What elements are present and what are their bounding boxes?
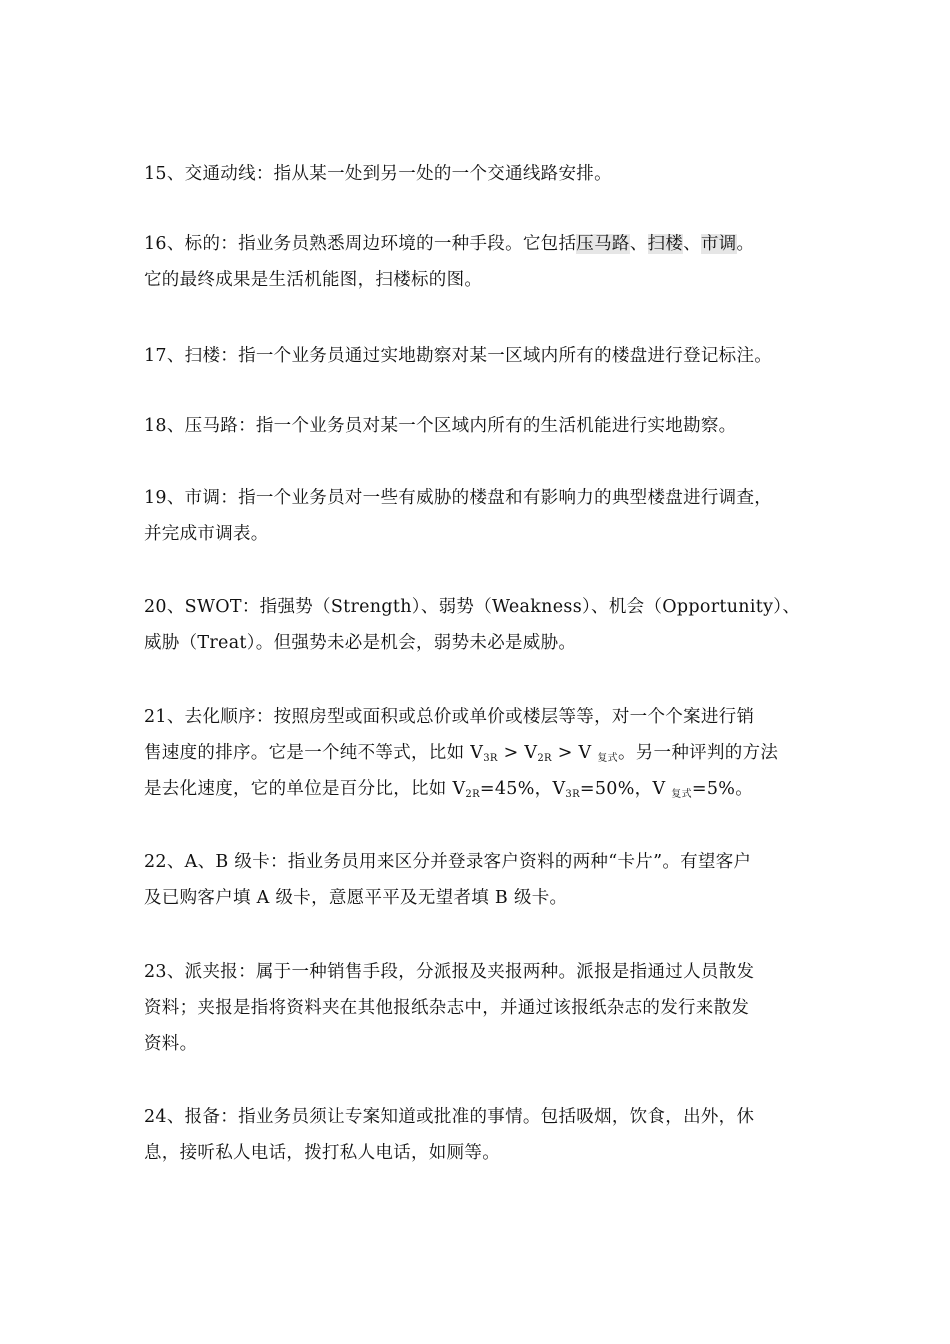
- entry-line: 及已购客户填 A 级卡，意愿平平及无望者填 B 级卡。: [144, 888, 568, 908]
- subscript: 2R: [465, 789, 480, 800]
- entry-line: [144, 735, 824, 771]
- entry-line: 息，接听私人电话，拨打私人电话，如厕等。: [144, 1143, 500, 1163]
- entry-text: > V: [551, 743, 598, 763]
- highlighted-term: 压马路: [576, 234, 630, 254]
- subscript: 2R: [537, 753, 552, 764]
- subscript: 3R: [565, 789, 580, 800]
- term-entry-22: [144, 844, 824, 916]
- entry-line: 20、SWOT：指强势（Strength）、弱势（Weakness）、机会（Opportunity）、: [144, 597, 801, 617]
- term-entry-19: [144, 480, 824, 552]
- term-entry-23: [144, 954, 824, 1062]
- entry-line: 17、扫楼：指一个业务员通过实地勘察对某一区域内所有的楼盘进行登记标注。: [144, 346, 773, 366]
- entry-line: 15、交通动线：指从某一处到另一处的一个交通线路安排。: [144, 164, 612, 184]
- entry-text: 。另一种评判的方法: [617, 743, 779, 763]
- sentence-end: 。: [736, 234, 755, 254]
- term-entry-18: [144, 408, 824, 444]
- subscript: 复式: [671, 789, 692, 800]
- entry-line: 威胁（Treat）。但强势未必是机会，弱势未必是威胁。: [144, 633, 577, 653]
- entry-text: 16、标的：指业务员熟悉周边环境的一种手段。它包括: [144, 234, 577, 254]
- entry-line: 21、去化顺序：按照房型或面积或总价或单价或楼层等等，对一个个案进行销: [144, 707, 755, 727]
- entry-text: =5%。: [691, 779, 754, 799]
- entry-line: 资料；夹报是指将资料夹在其他报纸杂志中，并通过该报纸杂志的发行来散发: [144, 998, 750, 1018]
- entry-line: 18、压马路：指一个业务员对某一个区域内所有的生活机能进行实地勘察。: [144, 416, 737, 436]
- separator: 、: [629, 234, 648, 254]
- entry-line: 23、派夹报：属于一种销售手段，分派报及夹报两种。派报是指通过人员散发: [144, 962, 755, 982]
- entry-text: =50%，V: [579, 779, 672, 799]
- entry-text: 售速度的排序。它是一个纯不等式，比如 V: [144, 743, 484, 763]
- separator: 、: [683, 234, 701, 254]
- highlighted-term: 扫楼: [647, 234, 684, 254]
- entry-line: 资料。: [144, 1034, 198, 1054]
- term-entry-17: [144, 338, 824, 374]
- entry-text: > V: [497, 743, 538, 763]
- term-entry-24: [144, 1099, 824, 1171]
- subscript: 复式: [597, 753, 618, 764]
- entry-text: =45%，V: [479, 779, 566, 799]
- entry-text: 是去化速度，它的单位是百分比，比如 V: [144, 779, 466, 799]
- subscript: 3R: [483, 753, 498, 764]
- entry-line: 24、报备：指业务员须让专案知道或批准的事情。包括吸烟，饮食，出外，休: [144, 1107, 755, 1127]
- term-entry-21: [144, 699, 824, 807]
- entry-line: 19、市调：指一个业务员对一些有威胁的楼盘和有影响力的典型楼盘进行调查，: [144, 488, 773, 508]
- entry-line: [144, 226, 824, 262]
- term-entry-16: [144, 226, 824, 298]
- entry-line: [144, 771, 824, 807]
- term-entry-20: [144, 589, 824, 661]
- entry-line: 它的最终成果是生活机能图，扫楼标的图。: [144, 270, 483, 290]
- highlighted-term: 市调: [700, 234, 737, 254]
- entry-line: 并完成市调表。: [144, 524, 269, 544]
- entry-line: 22、A、B 级卡：指业务员用来区分并登录客户资料的两种“卡片”。有望客户: [144, 852, 752, 872]
- term-entry-15: [144, 156, 824, 192]
